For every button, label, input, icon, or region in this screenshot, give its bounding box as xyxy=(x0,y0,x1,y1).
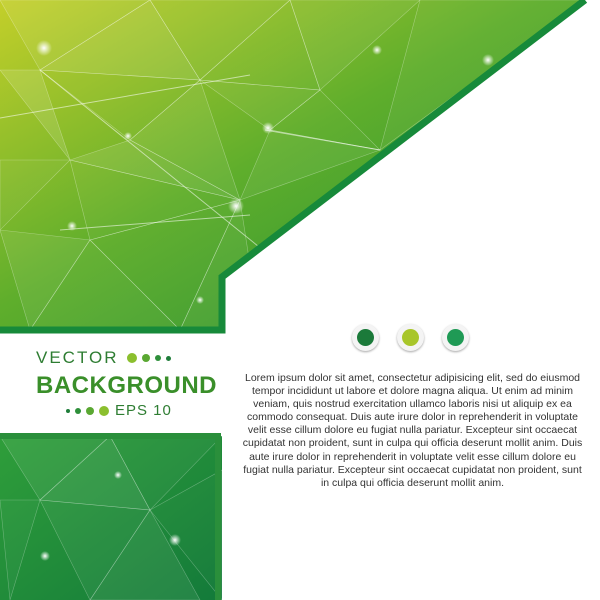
background-heading: BACKGROUND xyxy=(36,372,217,399)
title-block xyxy=(36,348,216,419)
swatch-medium-green xyxy=(442,324,469,351)
decorative-dots-bottom xyxy=(66,406,109,416)
decorative-dots-top xyxy=(127,353,171,363)
color-swatches xyxy=(352,324,469,351)
bottom-polygon-panel xyxy=(0,436,222,600)
swatch-dark-green xyxy=(352,324,379,351)
body-paragraph: Lorem ipsum dolor sit amet, consectetur adipisicing elit, sed do eiusmod tempor incididunt ut labore et dolore magna aliqua. Ut enim ad minim veniam, quis nostrud exercitation ullamco laboris nisi ut aliquip ex ea commodo consequat. Duis aute irure dolor in reprehenderit in voluptate velit esse cillum dolore eu fugiat nulla pariatur. Excepteur sint occaecat cupidatat non proident, sunt in culpa qui officia deserunt mollit anim. Duis aute irure dolor in reprehenderit in voluptate velit esse cillum dolore eu fugiat nulla pariatur. Excepteur sint occaecat cupidatat non proident, sunt in culpa qui officia deserunt mollit anim. xyxy=(242,372,583,489)
eps-label: EPS 10 xyxy=(115,402,172,419)
swatch-lime xyxy=(397,324,424,351)
vector-label: VECTOR xyxy=(36,348,119,367)
